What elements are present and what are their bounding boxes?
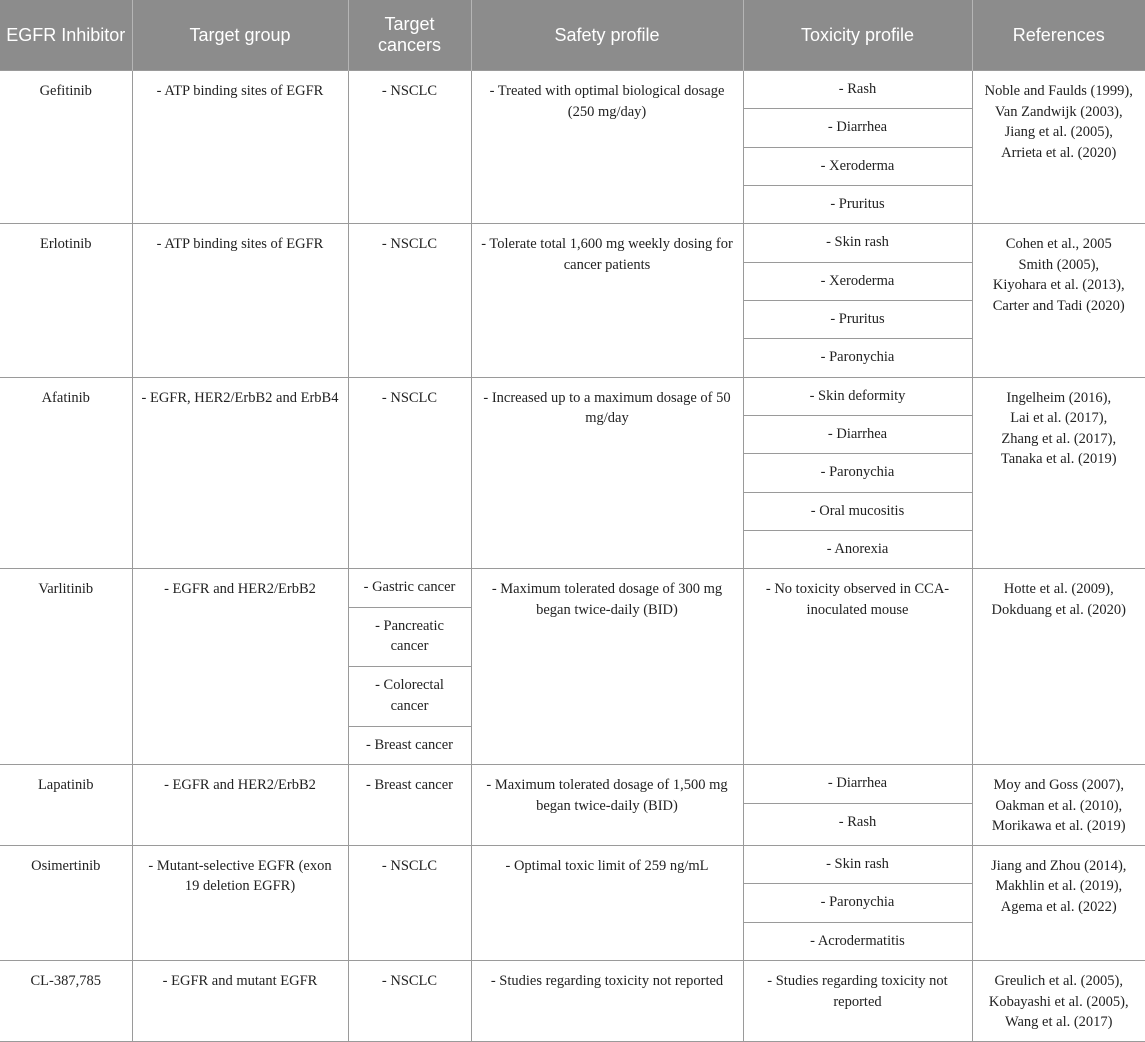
header-references: References <box>972 0 1145 71</box>
reference-item: Moy and Goss (2007), <box>993 777 1124 794</box>
header-target-group: Target group <box>132 0 348 71</box>
toxicity-item: - Skin deformity <box>743 377 972 415</box>
toxicity-item: - Rash <box>743 803 972 845</box>
header-row <box>0 0 1145 71</box>
toxicity-item: - Paronychia <box>743 884 972 922</box>
toxicity-item: - Skin rash <box>743 845 972 883</box>
safety-profile: - Optimal toxic limit of 259 ng/mL <box>471 845 743 960</box>
toxicity-item: - Oral mucositis <box>743 492 972 530</box>
references <box>972 961 1145 1042</box>
inhibitor-name: Osimertinib <box>0 845 132 960</box>
table-body <box>0 71 1145 1042</box>
inhibitor-name: CL-387,785 <box>0 961 132 1042</box>
target-cancer: - NSCLC <box>348 845 471 960</box>
toxicity-item: - Paronychia <box>743 454 972 492</box>
target-cancer: - NSCLC <box>348 377 471 569</box>
target-cancer: - Pancreatic cancer <box>348 607 471 667</box>
target-cancer: - Breast cancer <box>348 765 471 846</box>
target-group: - EGFR, HER2/ErbB2 and ErbB4 <box>132 377 348 569</box>
target-group: - EGFR and HER2/ErbB2 <box>132 765 348 846</box>
reference-item: Wang et al. (2017) <box>1004 1014 1113 1031</box>
reference-item: Greulich et al. (2005), <box>994 973 1123 990</box>
toxicity-item: - No toxicity observed in CCA-inoculated mouse <box>743 569 972 765</box>
table-row <box>0 765 1145 803</box>
references <box>972 224 1145 377</box>
reference-item: Lai et al. (2017), <box>1010 410 1108 427</box>
inhibitor-name: Lapatinib <box>0 765 132 846</box>
reference-item: Agema et al. (2022) <box>1000 898 1117 915</box>
toxicity-item: - Anorexia <box>743 531 972 569</box>
reference-item: Cohen et al., 2005 <box>1005 236 1112 253</box>
table-row <box>0 224 1145 262</box>
toxicity-item: - Acrodermatitis <box>743 922 972 960</box>
table-row <box>0 961 1145 1042</box>
target-group: - Mutant-selective EGFR (exon 19 deletion EGFR) <box>132 845 348 960</box>
target-cancer: - Breast cancer <box>348 726 471 764</box>
safety-profile: - Treated with optimal biological dosage (250 mg/day) <box>471 71 743 224</box>
target-group: - EGFR and HER2/ErbB2 <box>132 569 348 765</box>
safety-profile: - Maximum tolerated dosage of 1,500 mg began twice-daily (BID) <box>471 765 743 846</box>
reference-item: Zhang et al. (2017), <box>1001 430 1117 447</box>
target-cancer: - NSCLC <box>348 224 471 377</box>
toxicity-item: - Xeroderma <box>743 147 972 185</box>
table-row <box>0 71 1145 109</box>
header-target-cancers: Target cancers <box>348 0 471 71</box>
target-cancer: - NSCLC <box>348 961 471 1042</box>
reference-item: Smith (2005), <box>1018 256 1100 273</box>
toxicity-item: - Xeroderma <box>743 262 972 300</box>
target-cancer: - Gastric cancer <box>348 569 471 607</box>
reference-item: Ingelheim (2016), <box>1006 389 1112 406</box>
reference-item: Van Zandwijk (2003), <box>994 103 1123 120</box>
header-toxicity-profile: Toxicity profile <box>743 0 972 71</box>
safety-profile: - Tolerate total 1,600 mg weekly dosing for cancer patients <box>471 224 743 377</box>
reference-item: Kobayashi et al. (2005), <box>988 993 1129 1010</box>
inhibitor-name: Gefitinib <box>0 71 132 224</box>
table-header <box>0 0 1145 71</box>
target-cancer: - NSCLC <box>348 71 471 224</box>
reference-item: Noble and Faulds (1999), <box>984 83 1133 99</box>
toxicity-item: - Studies regarding toxicity not reported <box>743 961 972 1042</box>
safety-profile: - Studies regarding toxicity not reported <box>471 961 743 1042</box>
references <box>972 377 1145 569</box>
toxicity-item: - Pruritus <box>743 301 972 339</box>
header-egfr-inhibitor: EGFR Inhibitor <box>0 0 132 71</box>
inhibitor-name: Afatinib <box>0 377 132 569</box>
inhibitor-name: Varlitinib <box>0 569 132 765</box>
table-row <box>0 845 1145 883</box>
target-group: - EGFR and mutant EGFR <box>132 961 348 1042</box>
reference-item: Oakman et al. (2010), <box>995 797 1123 814</box>
safety-profile: - Increased up to a maximum dosage of 50 mg/day <box>471 377 743 569</box>
target-group: - ATP binding sites of EGFR <box>132 224 348 377</box>
toxicity-item: - Diarrhea <box>743 109 972 147</box>
reference-item: Hotte et al. (2009), <box>1003 581 1114 598</box>
toxicity-item: - Paronychia <box>743 339 972 377</box>
reference-item: Tanaka et al. (2019) <box>1000 451 1117 468</box>
reference-item: Arrieta et al. (2020) <box>1001 144 1117 161</box>
target-cancer: - Colorectal cancer <box>348 667 471 727</box>
reference-item: Morikawa et al. (2019) <box>991 818 1126 835</box>
toxicity-item: - Diarrhea <box>743 765 972 803</box>
references <box>972 765 1145 846</box>
inhibitor-name: Erlotinib <box>0 224 132 377</box>
table-row <box>0 377 1145 415</box>
table-row <box>0 569 1145 607</box>
toxicity-item: - Rash <box>743 71 972 109</box>
references <box>972 71 1145 224</box>
references <box>972 845 1145 960</box>
references <box>972 569 1145 765</box>
reference-item: Makhlin et al. (2019), <box>995 878 1123 895</box>
reference-item: Jiang and Zhou (2014), <box>991 857 1127 874</box>
reference-item: Carter and Tadi (2020) <box>992 297 1125 314</box>
toxicity-item: - Pruritus <box>743 186 972 224</box>
header-safety-profile: Safety profile <box>471 0 743 71</box>
toxicity-item: - Diarrhea <box>743 416 972 454</box>
reference-item: Kiyohara et al. (2013), <box>992 277 1125 294</box>
target-group: - ATP binding sites of EGFR <box>132 71 348 224</box>
reference-item: Jiang et al. (2005), <box>1004 124 1113 140</box>
reference-item: Dokduang et al. (2020) <box>991 601 1126 618</box>
safety-profile: - Maximum tolerated dosage of 300 mg began twice-daily (BID) <box>471 569 743 765</box>
toxicity-item: - Skin rash <box>743 224 972 262</box>
